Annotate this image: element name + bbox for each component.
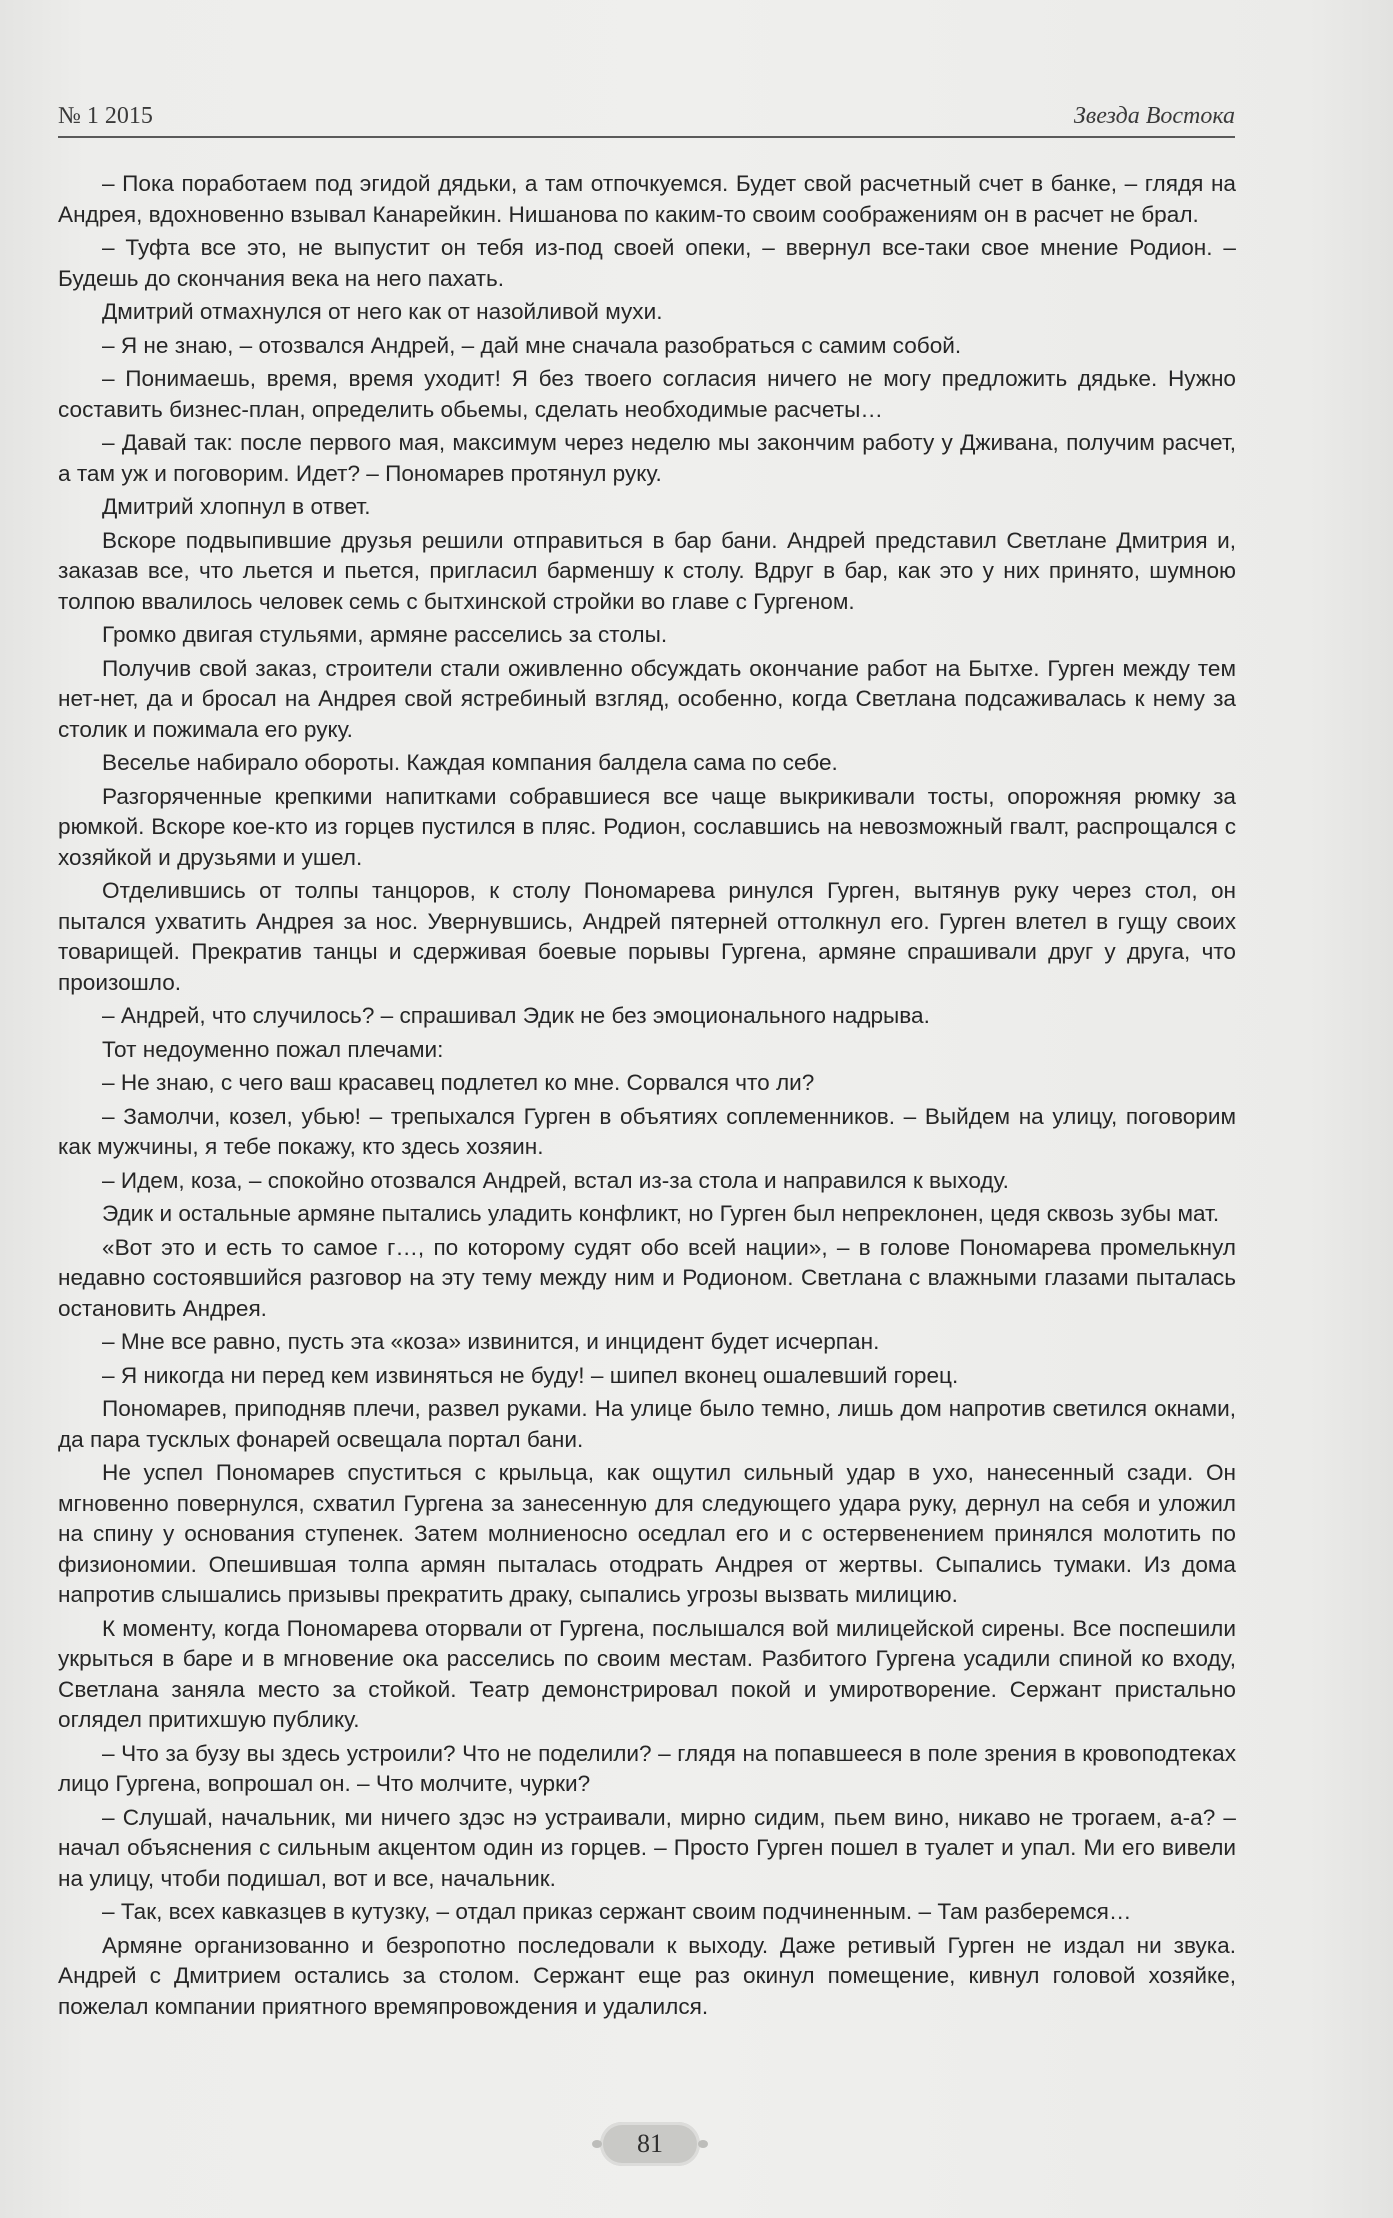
paragraph: Веселье набирало обороты. Каждая компания балдела сама по себе. xyxy=(102,750,838,775)
paragraph: Вскоре подвыпившие друзья решили отправиться в бар бани. Андрей представил Светлане Дмитрия и, заказав все, что льется и пьется, пригласил барменшу к столу. Вдруг в бар, как это у них принято, шумною толпою ввалилось человек семь с бытхинской стройки во главе с Гургеном. xyxy=(58,527,1236,614)
article-body xyxy=(58,169,1236,2025)
paragraph: Получив свой заказ, строители стали оживленно обсуждать окончание работ на Бытхе. Гурген между тем нет-нет, да и бросал на Андрея свой ястребиный взгляд, особенно, когда Светлана подсаживалась к нему за столик и пожимала его руку. xyxy=(58,655,1236,742)
paragraph: – Замолчи, козел, убью! – трепыхался Гурген в объятиях соплеменников. – Выйдем на улицу, поговорим как мужчины, я тебе покажу, кто здесь хозяин. xyxy=(58,1103,1236,1159)
paragraph: Армяне организованно и безропотно последовали к выходу. Даже ретивый Гурген не издал ни звука. Андрей с Дмитрием остались за столом. Сержант еще раз окинул помещение, кивнул головой хозяйке, пожелал компании приятного времяпровождения и удалился. xyxy=(58,1932,1236,2019)
paragraph: Эдик и остальные армяне пытались уладить конфликт, но Гурген был непреклонен, цедя сквозь зубы мат. xyxy=(102,1201,1220,1226)
paragraph: – Понимаешь, время, время уходит! Я без твоего согласия ничего не могу предложить дядьке. Нужно составить бизнес-план, определить обьемы, сделать необходимые расчеты… xyxy=(58,366,1236,422)
paragraph: – Туфта все это, не выпустит он тебя из-под своей опеки, – ввернул все-таки свое мнение Родион. – Будешь до скончания века на него пахать. xyxy=(58,235,1236,291)
issue-number: № 1 2015 xyxy=(58,103,153,129)
paragraph: Пономарев, приподняв плечи, развел руками. На улице было темно, лишь дом напротив светился окнами, да пара тусклых фонарей освещала портал бани. xyxy=(58,1396,1236,1452)
paragraph: – Я не знаю, – отозвался Андрей, – дай мне сначала разобраться с самим собой. xyxy=(102,332,962,358)
paragraph: Дмитрий хлопнул в ответ. xyxy=(102,494,371,519)
paragraph: – Пока поработаем под эгидой дядьки, а там отпочкуемся. Будет свой расчетный счет в банке, – глядя на Андрея, вдохновенно взывал Канарейкин. Нишанова по каким-то своим соображениям он в расчет не брал. xyxy=(58,171,1236,227)
running-header xyxy=(58,96,1235,138)
paragraph: – Мне все равно, пусть эта «коза» извинится, и инцидент будет исчерпан. xyxy=(102,1329,880,1354)
paragraph: Громко двигая стульями, армяне расселись за столы. xyxy=(102,622,668,647)
paragraph: – Так, всех кавказцев в кутузку, – отдал приказ сержант своим подчиненным. – Там разберемся… xyxy=(102,1899,1132,1924)
paragraph: – Идем, коза, – спокойно отозвался Андрей, встал из-за стола и направился к выходу. xyxy=(102,1167,1009,1193)
journal-title: Звезда Востока xyxy=(1073,103,1235,129)
paragraph: Отделившись от толпы танцоров, к столу Пономарева ринулся Гурген, вытянув руку через стол, он пытался ухватить Андрея за нос. Увернувшись, Андрей пятерней оттолкнул его. Гурген влетел в гущу своих товарищей. Прекратив танцы и сдерживая боевые порывы Гургена, армяне спрашивали друг у друга, что произошло. xyxy=(58,878,1236,995)
paragraph: – Слушай, начальник, ми ничего здэс нэ устраивали, мирно сидим, пьем вино, никаво не трогаем, а-а? – начал объяснения с сильным акцентом один из горцев. – Просто Гурген пошел в туалет и упал. Ми его вивели на улицу, чтоби подишал, вот и все, начальник. xyxy=(58,1804,1236,1891)
paragraph: – Андрей, что случилось? – спрашивал Эдик не без эмоционального надрыва. xyxy=(102,1003,930,1028)
paragraph: «Вот это и есть то самое г…, по которому судят обо всей нации», – в голове Пономарева промелькнул недавно состоявшийся разговор на эту тему между ним и Родионом. Светлана с влажными глазами пыталась остановить Андрея. xyxy=(58,1234,1236,1321)
paragraph: – Я никогда ни перед кем извиняться не буду! – шипел вконец ошалевший горец. xyxy=(102,1362,959,1388)
paragraph: Тот недоуменно пожал плечами: xyxy=(102,1036,444,1062)
paragraph: Дмитрий отмахнулся от него как от назойливой мухи. xyxy=(102,299,663,324)
paragraph: Не успел Пономарев спуститься с крыльца, как ощутил сильный удар в ухо, нанесенный сзади. Он мгновенно повернулся, схватил Гургена за занесенную для следующего удара руку, дернул на себя и уложил на спину у основания ступенек. Затем молниеносно оседлал его и с остервенением принялся молотить по физиономии. Опешившая толпа армян пыталась отодрать Андрея от жертвы. Сыпались тумаки. Из дома напротив слышались призывы прекратить драку, сыпались угрозы вызвать милицию. xyxy=(58,1460,1236,1607)
paragraph: – Не знаю, с чего ваш красавец подлетел ко мне. Сорвался что ли? xyxy=(102,1070,815,1095)
page-number: 81 xyxy=(600,2122,700,2166)
paragraph: – Что за бузу вы здесь устроили? Что не поделили? – глядя на попавшееся в поле зрения в кровоподтеках лицо Гургена, вопрошал он. – Что молчите, чурки? xyxy=(58,1740,1236,1796)
paragraph: К моменту, когда Пономарева оторвали от Гургена, послышался вой милицейской сирены. Все поспешили укрыться в баре и в мгновение ока расселись по своим местам. Разбитого Гургена усадили спиной ко входу, Светлана заняла место за стойкой. Театр демонстрировал покой и умиротворение. Сержант пристально оглядел притихшую публику. xyxy=(58,1615,1236,1732)
paragraph: – Давай так: после первого мая, максимум через неделю мы закончим работу у Дживана, получим расчет, а там уж и поговорим. Идет? – Пономарев протянул руку. xyxy=(58,430,1236,486)
paragraph: Разгоряченные крепкими напитками собравшиеся все чаще выкрикивали тосты, опорожняя рюмку за рюмкой. Вскоре кое-кто из горцев пустился в пляс. Родион, сославшись на невозможный гвалт, распрощался с хозяйкой и друзьями и ушел. xyxy=(58,783,1236,870)
